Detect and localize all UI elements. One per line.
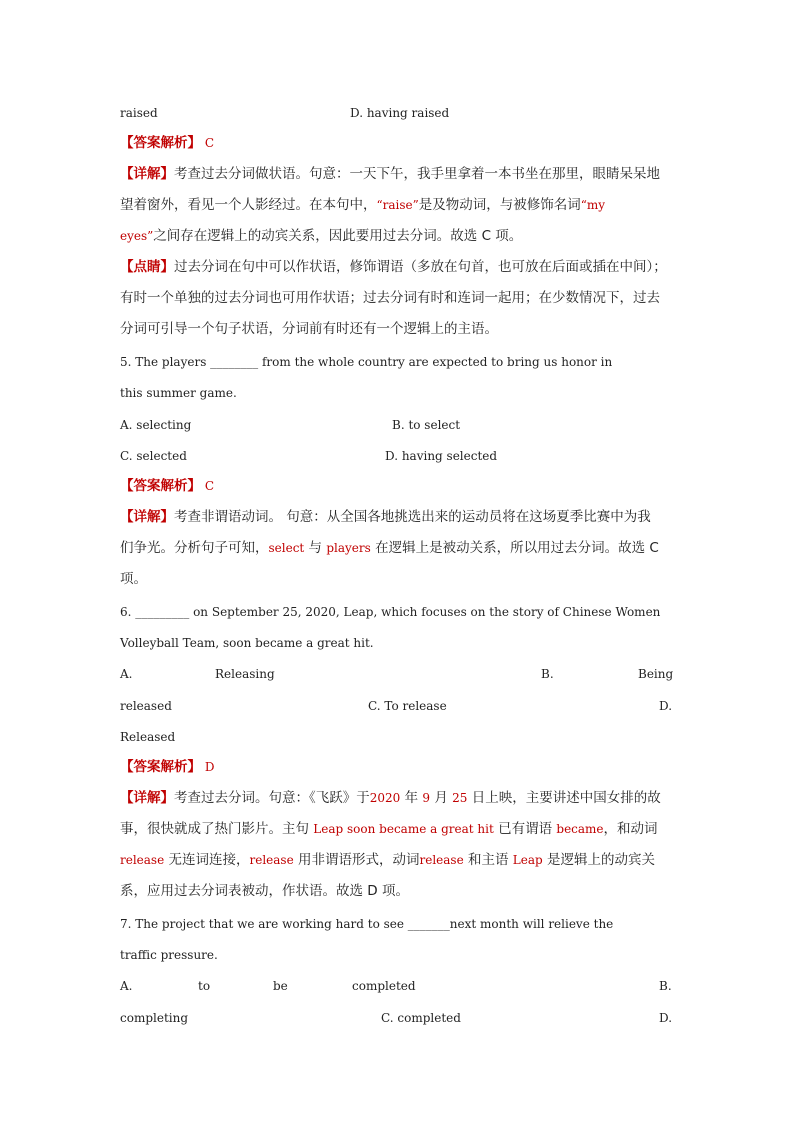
q4-point-line-1 (120, 258, 676, 276)
detail-keyword: release (120, 853, 165, 867)
q4-option-c-tail: raised (120, 106, 158, 120)
detail-keyword: Leap (512, 853, 543, 867)
detail-tag: 【详解】 (120, 166, 174, 182)
detail-text: 日上映，主要讲述中国女排的故 (471, 790, 661, 806)
q6-option-d-text: Released (120, 730, 176, 744)
detail-keyword: 2020 (369, 791, 401, 805)
q6-option-b-letter: B. (541, 667, 554, 681)
answer-letter: C (204, 136, 215, 150)
detail-text: 年 (404, 790, 419, 806)
answer-tag: 【答案解析】 (120, 135, 201, 151)
detail-text: 在逻辑上是被动关系，所以用过去分词。故选 C (375, 540, 659, 556)
detail-keyword: Leap soon became a great hit (313, 822, 494, 836)
q7-option-a-word-2: be (273, 979, 288, 993)
detail-text: 月 (434, 790, 448, 806)
q7-option-a-letter: A. (120, 979, 133, 993)
detail-text: 无连词连接， (168, 852, 250, 868)
detail-text: 考查非谓语动词。 句意：从全国各地挑选出来的运动员将在这场夏季比赛中为我 (174, 509, 651, 525)
q5-detail-line-2 (120, 539, 676, 557)
answer-letter: C (204, 479, 215, 493)
q7-option-a-word-3: completed (352, 979, 416, 993)
q6-option-a-text: Releasing (215, 667, 275, 681)
q6-detail-line-3 (120, 851, 676, 869)
q5-option-d: D. having selected (385, 449, 498, 463)
q4-option-d: D. having raised (350, 106, 450, 120)
detail-tag: 【详解】 (120, 790, 174, 806)
q5-answer-line (120, 477, 676, 495)
detail-keyword: “raise” (376, 198, 419, 212)
detail-keyword: release (249, 853, 294, 867)
detail-keyword: release (419, 853, 464, 867)
q5-option-c: C. selected (120, 449, 187, 463)
q6-stem-line-2: Volleyball Team, soon became a great hit. (120, 636, 374, 650)
q5-stem-line-1: 5. The players ________ from the whole country are expected to bring us honor in (120, 355, 613, 369)
answer-tag: 【答案解析】 (120, 478, 201, 494)
detail-text: 和主语 (468, 852, 509, 868)
q4-point-line-2: 有时一个单独的过去分词也可用作状语；过去分词有时和连词一起用；在少数情况下，过去 (120, 290, 660, 306)
q7-option-b-text: completing (120, 1011, 189, 1025)
detail-keyword: 9 (422, 791, 431, 805)
q5-option-b: B. to select (392, 418, 461, 432)
detail-text: ，和动词 (603, 821, 658, 837)
detail-keyword: 25 (452, 791, 468, 805)
detail-keyword: “my (580, 198, 606, 212)
q6-option-b-text-cont: released (120, 699, 172, 713)
q6-detail-line-2 (120, 820, 676, 838)
q6-detail-line-4: 系，应用过去分词表被动，作状语。故选 D 项。 (120, 883, 409, 899)
detail-text: 之间存在逻辑上的动宾关系，因此要用过去分词。故选 C 项。 (153, 228, 523, 244)
q6-option-d-letter: D. (659, 699, 673, 713)
q5-detail-line-1 (120, 508, 676, 526)
q4-point-line-3: 分词可引导一个句子状语，分词前有时还有一个逻辑上的主语。 (120, 321, 498, 337)
q6-detail-line-1 (120, 789, 676, 807)
q5-stem-line-2: this summer game. (120, 386, 237, 400)
detail-text: 事，很快就成了热门影片。主句 (120, 821, 309, 837)
q4-detail-line-2 (120, 196, 676, 214)
point-tag: 【点睛】 (120, 259, 174, 275)
detail-text: 已有谓语 (498, 821, 553, 837)
q7-stem-line-2: traffic pressure. (120, 948, 218, 962)
q5-detail-line-3: 项。 (120, 571, 147, 587)
q5-option-a: A. selecting (120, 418, 192, 432)
q6-option-c: C. To release (368, 699, 447, 713)
q6-answer-line (120, 758, 676, 776)
detail-text: 是逻辑上的动宾关 (547, 852, 655, 868)
q7-option-c: C. completed (381, 1011, 461, 1025)
detail-keyword: became (556, 822, 604, 836)
detail-keyword: players (326, 541, 371, 555)
detail-text: 与 (308, 540, 323, 556)
detail-text: 是及物动词，与被修饰名词 (418, 197, 581, 213)
q6-stem-line-1: 6. _________ on September 25, 2020, Leap, which focuses on the story of Chinese Women (120, 605, 661, 619)
detail-text: 用非谓语形式，动词 (298, 852, 420, 868)
q7-option-a-word-1: to (198, 979, 211, 993)
q4-answer-line (120, 134, 676, 152)
q6-option-a-letter: A. (120, 667, 133, 681)
detail-text: 考查过去分词做状语。句意：一天下午，我手里拿着一本书坐在那里，眼睛呆呆地 (174, 166, 660, 182)
q7-stem-line-1: 7. The project that we are working hard to see _______next month will relieve the (120, 917, 614, 931)
answer-tag: 【答案解析】 (120, 759, 201, 775)
detail-text: 望着窗外，看见一个人影经过。在本句中， (120, 197, 377, 213)
q4-detail-line-3 (120, 227, 676, 245)
detail-text: 考查过去分词。句意：《飞跃》于 (174, 790, 370, 806)
q4-detail-line-1 (120, 165, 676, 183)
detail-tag: 【详解】 (120, 509, 174, 525)
detail-keyword: select (268, 541, 305, 555)
detail-keyword: eyes” (120, 229, 154, 243)
point-text: 过去分词在句中可以作状语，修饰谓语（多放在句首，也可放在后面或插在中间）； (174, 259, 667, 275)
q7-option-b-letter: B. (659, 979, 672, 993)
q7-option-d-letter: D. (659, 1011, 673, 1025)
detail-text: 们争光。分析句子可知， (120, 540, 269, 556)
answer-letter: D (204, 760, 215, 774)
q6-option-b-text: Being (638, 667, 674, 681)
